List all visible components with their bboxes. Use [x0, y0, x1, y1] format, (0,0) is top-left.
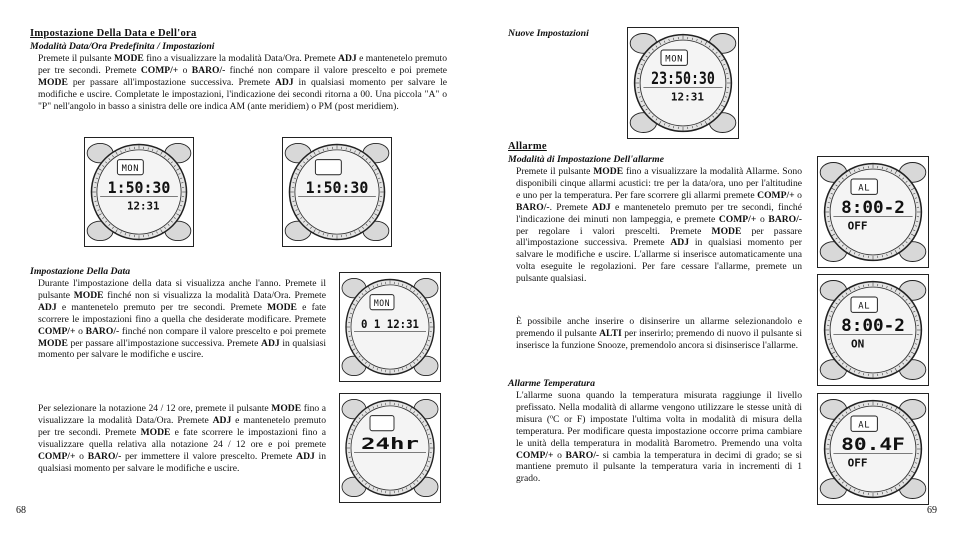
- bottom-digits: OFF: [847, 456, 868, 470]
- main-digits: 1:50:30: [305, 178, 369, 198]
- watch-figure-24hr: [339, 393, 441, 503]
- button-keyword: BARO/-: [768, 213, 802, 225]
- watch-drawing: [85, 138, 193, 246]
- section-subtitle: Impostazione Della Data: [30, 266, 131, 277]
- watch-drawing: [818, 275, 928, 385]
- watch-figure-alarm-on: [817, 274, 929, 386]
- button-keyword: BARO/-: [191, 64, 226, 76]
- button-keyword: MODE: [271, 403, 302, 414]
- section-subtitle: Modalità di Impostazione Dell'allarme: [508, 154, 664, 165]
- main-digits: 24hr: [361, 434, 419, 454]
- body-paragraph: Premete il pulsante MODE fino a visualizzare la modalità Data/Ora. Premete ADJ e mantenetelo premuto per tre secondi. Premete COMP/+ o BARO/- finché non compare il valore prescelto e poi premete MODE per passare all'impostazione successiva. Premete ADJ in qualsiasi momento per salvare le modifiche e uscire. Completate le impostazioni, l'indicazione dei secondi ritorna a 00. Una piccola "A" o "P" nell'angolo in basso a sinistra delle ore indica AM (ante meridiem) o PM (post meridiem).: [38, 53, 448, 112]
- button-keyword: COMP/+: [718, 213, 757, 225]
- top-window-text: AL: [858, 301, 871, 312]
- button-keyword: BARO/-: [565, 449, 600, 461]
- watch-figure-alarm-off: [817, 156, 929, 268]
- button-keyword: ADJ: [592, 201, 611, 213]
- watch-drawing: [818, 157, 928, 267]
- watch-drawing: [628, 28, 738, 138]
- button-keyword: COMP/+: [38, 325, 76, 337]
- button-keyword: MODE: [593, 166, 624, 177]
- button-keyword: BARO/-: [516, 201, 550, 213]
- main-digits: 8:00-2: [841, 316, 905, 336]
- main-digits: 23:50:30: [651, 69, 715, 89]
- button-keyword: MODE: [38, 337, 68, 349]
- button-keyword: MODE: [73, 289, 104, 301]
- button-keyword: ADJ: [261, 337, 280, 349]
- bottom-digits: OFF: [847, 219, 868, 233]
- button-keyword: ADJ: [212, 414, 232, 426]
- top-window: [370, 416, 394, 431]
- watch-drawing: [340, 273, 440, 381]
- top-window-text: MON: [373, 297, 391, 309]
- body-paragraph: Per selezionare la notazione 24 / 12 ore, premete il pulsante MODE fino a visualizzare la modalità Data/Ora. Premete ADJ e mantenetelo premuto per tre secondi. Premete MODE e fate scorrere le impostazioni fino a visualizzare quella relativa alla notazione 24 / 12 ore e poi premete COMP/+ o BARO/- per immettere il valore prescelto. Premete ADJ in qualsiasi momento per salvare le modifiche e uscire.: [38, 403, 327, 474]
- watch-drawing: [818, 394, 928, 504]
- page-number: 69: [927, 505, 937, 516]
- button-keyword: ADJ: [338, 53, 357, 64]
- button-keyword: ADJ: [670, 237, 690, 249]
- watch-figure-time: [84, 137, 194, 247]
- bottom-digits: 12:31: [127, 199, 160, 213]
- button-keyword: ADJ: [38, 301, 57, 313]
- bottom-digits: 12:31: [670, 90, 704, 104]
- button-keyword: COMP/+: [38, 450, 76, 462]
- watch-figure-date: [339, 272, 441, 382]
- button-keyword: MODE: [711, 225, 742, 237]
- button-keyword: COMP/+: [757, 189, 795, 201]
- main-digits: 1:50:30: [107, 178, 171, 198]
- body-paragraph: Durante l'impostazione della data si visualizza anche l'anno. Premete il pulsante MODE finché non si visualizza la modalità Data/Ora. Premete ADJ e mantenetelo premuto per tre secondi. Premete MODE e fate scorrere le impostazioni fino a quella che desiderate modificare. Premete COMP/+ o BARO/- finché non compare il valore prescelto e poi premete MODE per passare all'impostazione successiva. Premete ADJ in qualsiasi momento per salvare le modifiche e uscire.: [38, 278, 327, 361]
- watch-drawing: [340, 394, 440, 502]
- button-keyword: COMP/+: [140, 64, 179, 76]
- button-keyword: COMP/+: [516, 449, 554, 461]
- body-paragraph: L'allarme suona quando la temperatura misurata raggiunge il livello prefissato. Nella modalità di allarme vengono utilizzare le stesse unità di misura (ºC or F) impostate l'ultima volta in modalità di misura della temperatura. Per modificare questa impostazione occorre prima cambiare le unità della temperatura in modalità Barometro. Premendo una volta COMP/+ o BARO/- si cambia la temperatura in decimi di grado; se si mantiene premuto il pulsante la temperatura varia in incrementi di 1 grado.: [516, 390, 802, 485]
- top-window-text: MON: [665, 54, 684, 65]
- top-window-text: MON: [121, 163, 140, 174]
- body-paragraph: Premete il pulsante MODE fino a visualizzare la modalità Allarme. Sono disponibili cinque allarmi acustici: tre per la data/ora, uno per l'altitudine e uno per la temperatura. Per fare scorrere gli allarmi premete COMP/+ o BARO/-. Premete ADJ e mantenetelo premuto per tre secondi, finché l'indicazione dei minuti non lampeggia, e premete COMP/+ o BARO/- per regolare i valori prescelti. Premete MODE per passare all'impostazione successiva. Premete ADJ in qualsiasi momento per salvare le modifiche e uscire. L'allarme si inserisce automaticamente una volta eseguite le regolazioni. Per fare cessare l'allarme, premete un pulsante qualsiasi.: [516, 166, 803, 285]
- watch-drawing: [283, 138, 391, 246]
- top-window-text: AL: [858, 183, 871, 194]
- watch-figure-time-blink: [282, 137, 392, 247]
- section-title: Allarme: [508, 141, 547, 152]
- button-keyword: ALTI: [599, 327, 622, 339]
- button-keyword: MODE: [38, 76, 68, 88]
- button-keyword: BARO/-: [85, 325, 120, 337]
- button-keyword: MODE: [140, 426, 171, 438]
- button-keyword: ADJ: [274, 76, 294, 88]
- main-digits: 80.4F: [841, 435, 905, 455]
- button-keyword: ADJ: [296, 450, 315, 462]
- button-keyword: MODE: [113, 53, 144, 64]
- top-window-text: AL: [858, 420, 871, 431]
- main-digits: 8:00-2: [841, 198, 905, 218]
- bottom-digits: ON: [850, 337, 865, 351]
- section-subtitle: Allarme Temperatura: [508, 378, 595, 389]
- watch-figure-temperature-alarm: [817, 393, 929, 505]
- top-window: [315, 160, 341, 175]
- section-subtitle: Nuove Impostazioni: [508, 28, 589, 39]
- button-keyword: MODE: [267, 301, 297, 313]
- right-page: [477, 0, 954, 534]
- button-keyword: BARO/-: [87, 450, 122, 462]
- body-paragraph: È possibile anche inserire o disinserire un allarme selezionandolo e premendo il pulsante ALTI per inserirlo; premendo di nuovo il pulsante si inserisce la funzione Snooze, premendolo ancora si disinserisce l'allarme.: [516, 316, 802, 351]
- page-number: 68: [16, 505, 26, 516]
- section-subtitle: Modalità Data/Ora Predefinita / Impostazioni: [30, 41, 215, 52]
- watch-figure-new-settings: [627, 27, 739, 139]
- main-digits: 0 1 12:31: [361, 316, 420, 332]
- section-title: Impostazione Della Data e Dell'ora: [30, 28, 197, 39]
